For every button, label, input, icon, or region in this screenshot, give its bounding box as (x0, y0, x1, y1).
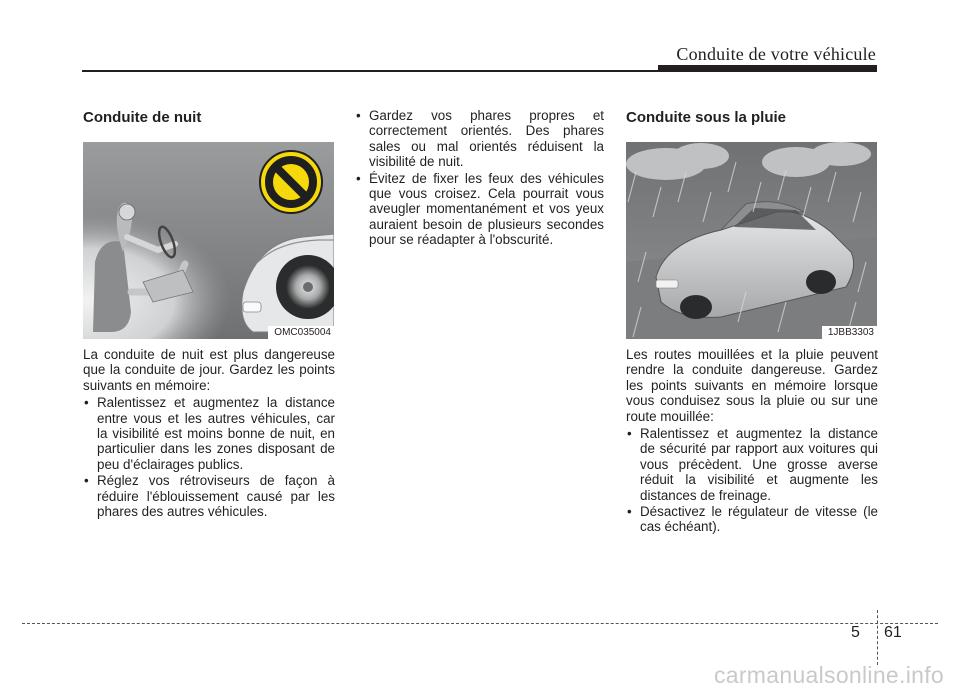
figure-label: 1JBB3303 (822, 326, 877, 339)
bullet-icon: • (627, 504, 632, 520)
rain-driving-image (626, 142, 877, 339)
paragraph-intro: La conduite de nuit est plus dangereuse que la conduite de jour. Gardez les points suivants en mémoire: (83, 347, 335, 393)
page-header-title: Conduite de votre véhicule (676, 44, 876, 64)
paragraph-intro: Les routes mouillées et la pluie peuvent rendre la conduite dangereuse. Gardez les points suivants en mémoire lorsque vous conduisez sous la pluie ou sur une route mouillée: (626, 347, 878, 424)
figure-label: OMC035004 (268, 326, 334, 339)
list-item-text: Désactivez le régulateur de vitesse (le cas échéant). (640, 504, 878, 535)
section-heading-rain: Conduite sous la pluie (626, 109, 787, 126)
column-night-driving (83, 108, 335, 520)
bullet-list (626, 426, 878, 535)
column-night-driving-cont (355, 108, 604, 249)
watermark: carmanualsonline.info (713, 662, 944, 688)
footer-dashed-rule (22, 623, 938, 624)
bullet-icon: • (356, 170, 361, 186)
list-item-text: Ralentissez et augmentez la distance de sécurité par rapport aux voitures qui vous précèdent. Une grosse averse réduit la visibilité et augmente les distances de freinage. (640, 426, 878, 503)
night-driving-illustration (83, 142, 334, 339)
header-rule-thick (658, 65, 877, 72)
night-driving-image (83, 142, 334, 339)
bullet-icon: • (356, 108, 361, 123)
bullet-list (355, 108, 604, 248)
list-item (83, 473, 335, 519)
header-rule-thin (82, 70, 662, 72)
bullet-list (83, 395, 335, 519)
list-item-text: Ralentissez et augmentez la distance entre vous et les autres véhicules, car la visibilité est moins bonne de nuit, en particulier dans les zones disposant de peu d'éclairages publics. (97, 395, 335, 472)
list-item (626, 426, 878, 503)
list-item (83, 395, 335, 472)
bullet-icon: • (84, 473, 89, 489)
bullet-icon: • (627, 426, 632, 442)
page-number: 61 (884, 624, 902, 641)
list-item (355, 171, 604, 248)
list-item (626, 504, 878, 535)
list-item-text: Évitez de fixer les feux des véhicules que vous croisez. Cela pourrait vous aveugler momentanément et vos yeux auraient besoin de plusieurs secondes pour se réadapter à l'obscurité. (369, 170, 604, 248)
section-number: 5 (851, 624, 860, 641)
column-rain-driving (626, 108, 878, 536)
list-item-text: Réglez vos rétroviseurs de façon à réduire l'éblouissement causé par les phares des autres véhicules. (97, 473, 335, 520)
bullet-icon: • (84, 395, 89, 411)
list-item-text: Gardez vos phares propres et correctement orientés. Des phares sales ou mal orientés réduisent la visibilité de nuit. (369, 108, 604, 170)
footer-vertical-dash (877, 610, 878, 665)
list-item (355, 108, 604, 170)
section-heading-night: Conduite de nuit (83, 109, 202, 126)
rain-driving-illustration (626, 142, 877, 339)
